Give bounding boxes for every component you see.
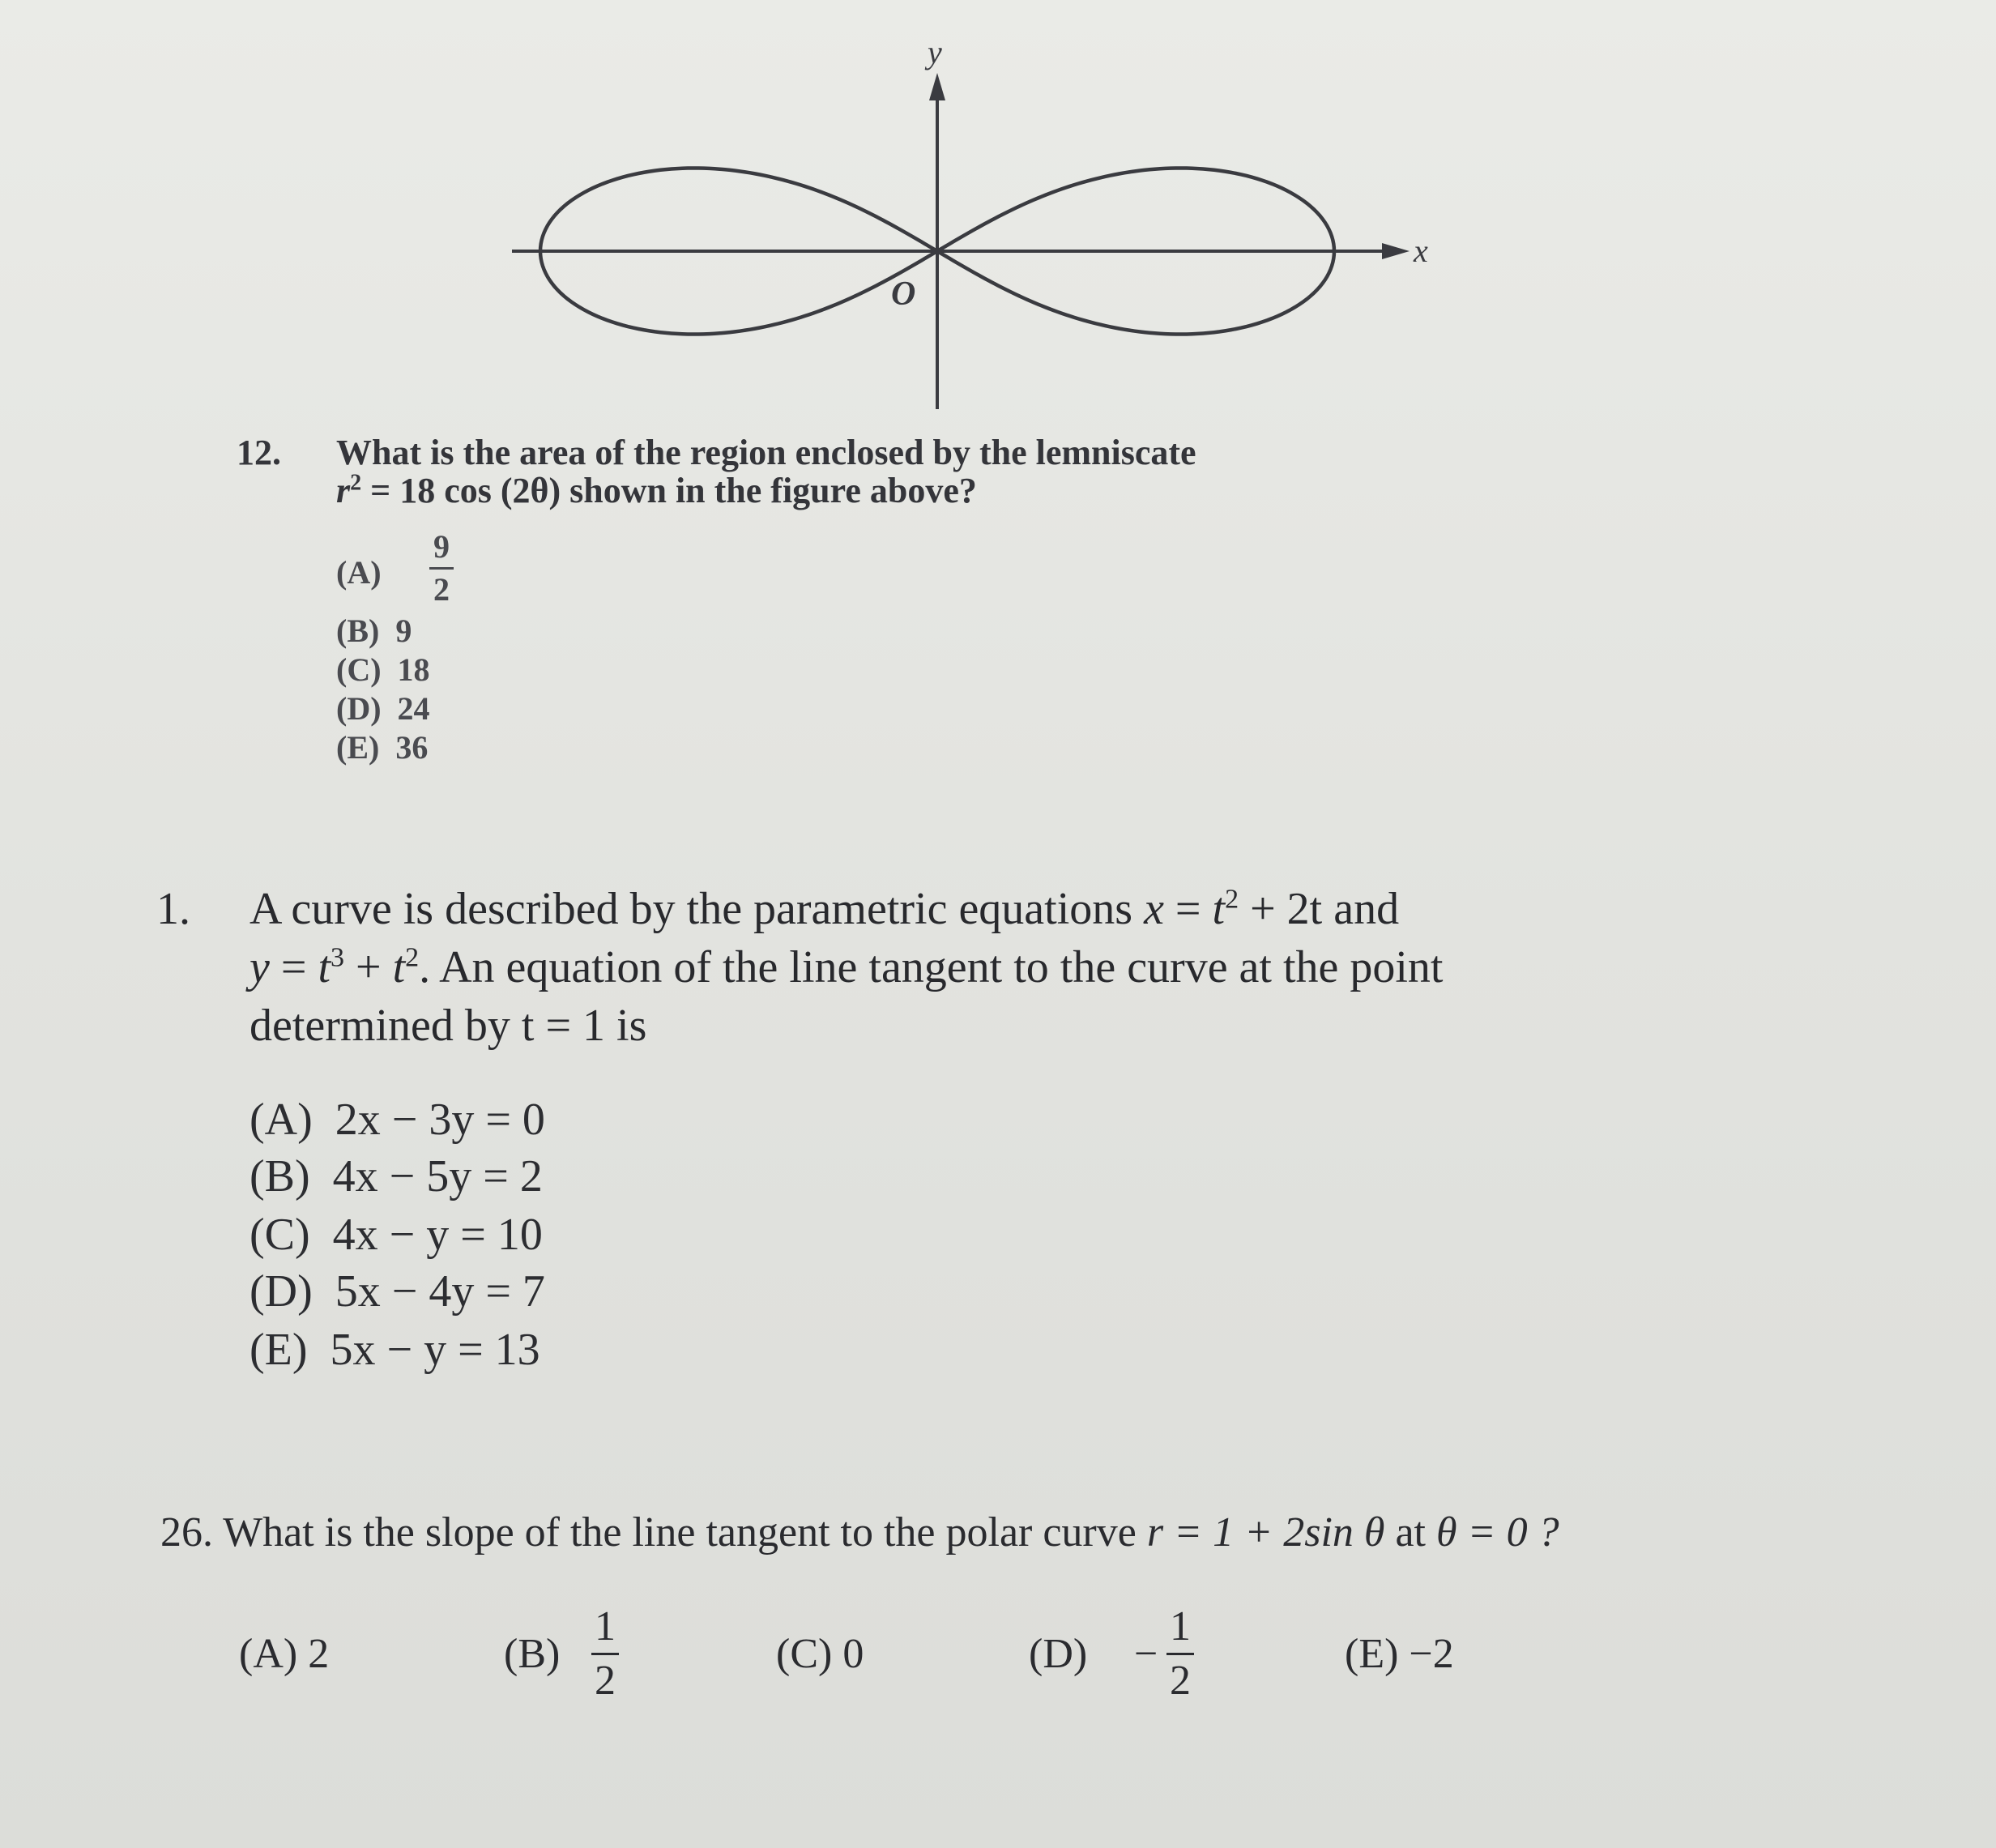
x-axis-label: x <box>1414 233 1428 269</box>
question-text-line: A curve is described by the parametric equations $x = t^2 + 2t$ and <box>250 884 1400 934</box>
choice-value: 5x − 4y = 7 <box>335 1266 545 1317</box>
theta-condition: θ = 0 ? <box>1436 1509 1559 1556</box>
question-text-line: determined by t = 1 is <box>250 1001 647 1051</box>
fraction-bar <box>591 1653 619 1655</box>
equation-t: t <box>1212 884 1226 934</box>
answer-choice[interactable] <box>250 1209 543 1261</box>
equation-exponent: 2 <box>1225 884 1239 915</box>
choice-value: 18 <box>397 651 430 688</box>
equation-exponent: 3 <box>331 942 345 973</box>
choice-label: (C) <box>336 651 382 688</box>
choice-label: (D) <box>336 690 382 727</box>
fraction <box>591 1603 619 1704</box>
y-axis-label: y <box>928 34 942 70</box>
choice-value: 0 <box>842 1631 864 1677</box>
polar-equation: r = 1 + 2sin θ <box>1146 1509 1385 1556</box>
question-text-line: $y = t^3 + t^2$. An equation of the line tangent to the curve at the point <box>250 942 1444 992</box>
answer-choice[interactable] <box>336 651 430 689</box>
answer-choice[interactable] <box>336 689 430 728</box>
question-number: 26. <box>160 1509 213 1556</box>
answer-choice[interactable] <box>250 1265 545 1317</box>
choice-label: (A) <box>336 554 382 591</box>
answer-choice[interactable] <box>336 553 382 591</box>
equation-y: y <box>250 942 270 992</box>
fraction-numerator: 1 <box>1170 1603 1191 1650</box>
fraction <box>429 528 454 608</box>
question-text: What is the slope of the line tangent to the polar curve <box>223 1509 1147 1556</box>
choice-value: 36 <box>395 729 429 766</box>
choice-label: (B) <box>336 612 380 649</box>
answer-choice[interactable] <box>1345 1630 1454 1678</box>
fraction-sign: − <box>1134 1631 1158 1677</box>
fraction-numerator: 1 <box>595 1603 616 1650</box>
choice-value: 24 <box>397 690 430 727</box>
question-text: at <box>1384 1509 1436 1556</box>
answer-choice[interactable] <box>250 1324 540 1376</box>
question-text-line: What is the area of the region enclosed by the lemniscate <box>336 433 1196 472</box>
answer-choice[interactable] <box>776 1630 864 1678</box>
choice-value: 5x − y = 13 <box>330 1325 540 1375</box>
lemniscate-figure <box>486 32 1458 421</box>
fraction-denominator: 2 <box>433 571 450 608</box>
choice-label: (E) <box>336 729 380 766</box>
question-text: . An equation of the line tangent to the curve at the point <box>419 942 1444 992</box>
choice-value: 2x − 3y = 0 <box>335 1095 545 1145</box>
answer-choice[interactable] <box>336 612 412 650</box>
equation-variable: r <box>336 471 351 510</box>
fraction <box>1166 1603 1194 1704</box>
choice-label: (E) <box>1345 1631 1399 1677</box>
choice-value: 4x − y = 10 <box>332 1210 543 1260</box>
fraction-denominator: 2 <box>1170 1658 1191 1704</box>
question-text-line <box>336 470 977 511</box>
equation-x: x <box>1144 884 1164 934</box>
choice-label: (D) <box>250 1266 313 1317</box>
question-text-line <box>160 1509 1559 1556</box>
equation-exponent: 2 <box>405 942 420 973</box>
choice-label: (D) <box>1029 1631 1088 1677</box>
equation-exponent: 2 <box>350 470 362 496</box>
choice-label: (A) <box>239 1631 298 1677</box>
choice-label: (A) <box>250 1095 313 1145</box>
choice-label: (B) <box>250 1151 310 1201</box>
answer-choice[interactable] <box>239 1630 329 1678</box>
x-axis-arrow <box>1382 243 1410 259</box>
fraction-bar <box>1166 1653 1194 1655</box>
choice-value: 4x − 5y = 2 <box>332 1151 543 1201</box>
choice-value: 2 <box>308 1631 330 1677</box>
question-number: 1. <box>156 884 190 934</box>
origin-label: O <box>891 275 916 313</box>
answer-choice[interactable] <box>504 1630 560 1678</box>
choice-value: 9 <box>395 612 412 649</box>
answer-choice[interactable] <box>250 1094 545 1146</box>
question-number: 12. <box>237 433 281 472</box>
question-text: A curve is described by the parametric equations <box>250 884 1145 934</box>
fraction-numerator: 9 <box>433 528 450 565</box>
answer-choice[interactable] <box>1029 1630 1087 1678</box>
choice-label: (C) <box>776 1631 833 1677</box>
question-text-rest: = 18 cos (2θ) shown in the figure above? <box>361 471 977 510</box>
equation-t: t <box>392 942 406 992</box>
choice-label: (B) <box>504 1631 561 1677</box>
fraction-bar <box>429 567 454 570</box>
fraction-denominator: 2 <box>595 1658 616 1704</box>
choice-label: (E) <box>250 1325 308 1375</box>
choice-value: −2 <box>1409 1631 1454 1677</box>
y-axis-arrow <box>929 73 945 100</box>
answer-choice[interactable] <box>336 728 428 766</box>
question-text: + 2t and <box>1239 884 1400 934</box>
answer-choice[interactable] <box>250 1150 543 1202</box>
equation-t: t <box>318 942 331 992</box>
choice-label: (C) <box>250 1210 310 1260</box>
